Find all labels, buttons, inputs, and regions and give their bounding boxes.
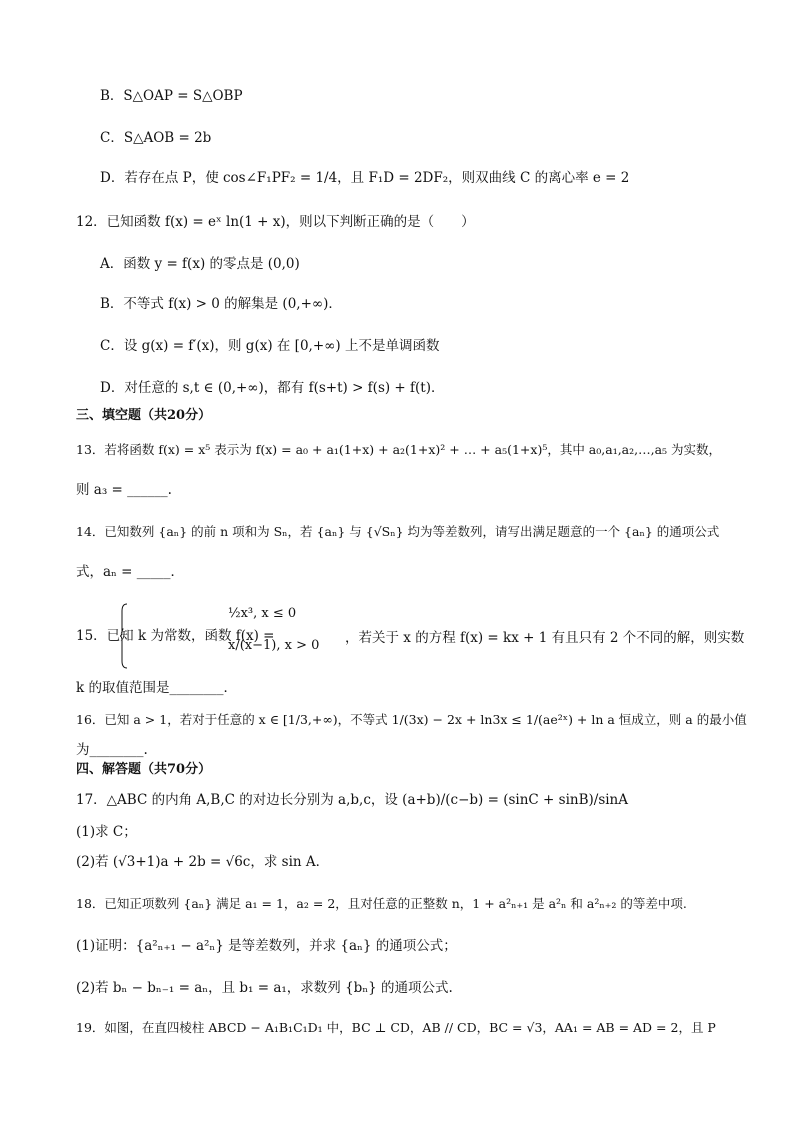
q16-line1: 16．已知 a > 1，若对于任意的 x ∈ [1/3,+∞)，不等式 1/(3x) − 2x + ln3x ≤ 1/(ae²ˣ) + ln a 恒成立，则 a 的最小值 [76,712,747,727]
q15-suffix: ，若关于 x 的方程 f(x) = kx + 1 有且只有 2 个不同的解，则实数 [345,630,745,646]
q17-stem: 17．△ABC 的内角 A,B,C 的对边长分别为 a,b,c，设 (a+b)/(c−b) = (sinC + sinB)/sinA [76,792,629,808]
q11-option-c: C．S△AOB = 2b [100,130,212,146]
q13-line2: 则 a₃ = ______. [76,482,172,498]
q17-part-2: (2)若 (√3+1)a + 2b = √6c，求 sin A． [76,854,330,870]
q15-case-2: x/(x−1), x > 0 [228,638,320,653]
q12-option-b: B．不等式 f(x) > 0 的解集是 (0,+∞)． [100,296,342,312]
q18-part-2: (2)若 bₙ − bₙ₋₁ = aₙ，且 b₁ = a₁，求数列 {bₙ} 的通项公式. [76,980,453,996]
q16-line2: 为________. [76,742,148,758]
section-4-heading: 四、解答题（共70分） [76,762,212,777]
q15-line2: k 的取值范围是________． [76,680,237,696]
q14-line2: 式，aₙ = _____． [76,564,185,580]
q17-part-1: (1)求 C； [76,824,137,840]
q12-stem: 12．已知函数 f(x) = eˣ ln(1 + x)，则以下判断正确的是（ ） [76,214,475,230]
q19-stem: 19．如图，在直四棱柱 ABCD − A₁B₁C₁D₁ 中，BC ⊥ CD，AB // CD，BC = √3，AA₁ = AB = AD = 2，且 P [76,1020,716,1035]
q15-prefix: 15．已知 k 为常数，函数 f(x) = [76,628,275,644]
q18-stem: 18．已知正项数列 {aₙ} 满足 a₁ = 1，a₂ = 2，且对任意的正整数 n，1 + a²ₙ₊₁ 是 a²ₙ 和 a²ₙ₊₂ 的等差中项. [76,896,687,911]
q12-option-c: C．设 g(x) = f′(x)，则 g(x) 在 [0,+∞) 上不是单调函数 [100,338,440,354]
q14-line1: 14．已知数列 {aₙ} 的前 n 项和为 Sₙ，若 {aₙ} 与 {√Sₙ} 均为等差数列，请写出满足题意的一个 {aₙ} 的通项公式 [76,524,720,539]
q11-option-d: D．若存在点 P，使 cos∠F₁PF₂ = 1/4，且 F₁D = 2DF₂，则双曲线 C 的离心率 e = 2 [100,170,630,186]
piecewise-brace-icon [120,603,128,669]
q12-option-a: A．函数 y = f(x) 的零点是 (0,0) [100,256,300,272]
q18-part-1: (1)证明：{a²ₙ₊₁ − a²ₙ} 是等差数列，并求 {aₙ} 的通项公式； [76,938,457,954]
q13-line1: 13．若将函数 f(x) = x⁵ 表示为 f(x) = a₀ + a₁(1+x) + a₂(1+x)² + … + a₅(1+x)⁵，其中 a₀,a₁,a₂,…,a₅ 为实数， [76,442,722,457]
q12-option-d: D．对任意的 s,t ∈ (0,+∞)，都有 f(s+t) > f(s) + f(t)． [100,380,445,396]
section-3-heading: 三、填空题（共20分） [76,408,212,423]
q15-case-1: ½x³, x ≤ 0 [228,606,297,621]
q11-option-b: B．S△OAP = S△OBP [100,88,243,104]
